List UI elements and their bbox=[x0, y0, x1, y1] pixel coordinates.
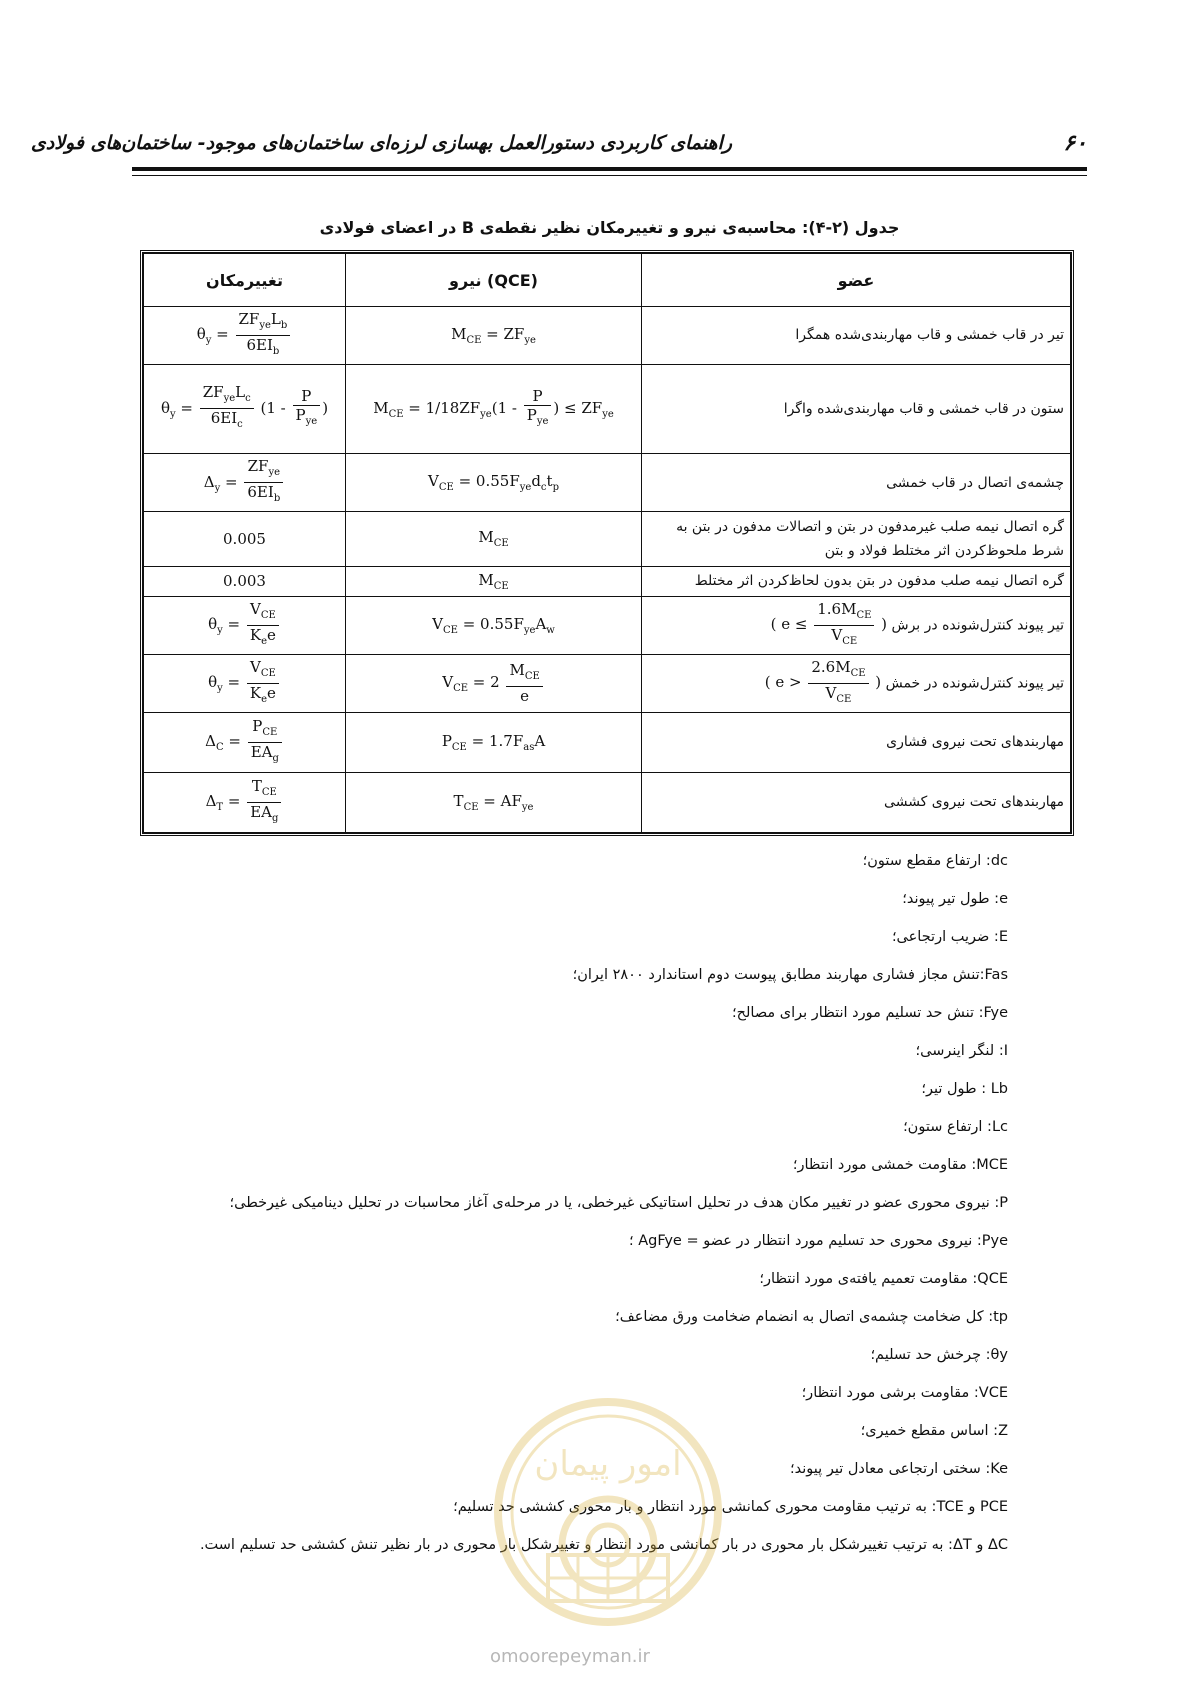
force-cell bbox=[346, 772, 642, 832]
definition-text: : لنگر اینرسی؛ bbox=[915, 1043, 1004, 1059]
page-number: ۶۰ bbox=[1063, 130, 1087, 156]
force-formula: $M_{CE} = 1/18ZF_{ye}(1$ - $\frac{P}{P_{ye}}$ ) ≤ $ZF_{ye}$ bbox=[373, 386, 614, 427]
deformation-formula: $\Delta_C$ = $\frac{P_{CE}}{EA_g}$ bbox=[205, 732, 284, 750]
member-cell bbox=[642, 654, 1071, 712]
definition-symbol: I bbox=[1003, 1043, 1008, 1059]
definition-item bbox=[150, 994, 1008, 1032]
table-row bbox=[144, 307, 1071, 365]
definition-text: : مقاومت تعمیم یافته‌ی مورد انتظار؛ bbox=[759, 1271, 978, 1287]
table-row bbox=[144, 654, 1071, 712]
definition-text: : کل ضخامت چشمه‌ی اتصال به انضمام ضخامت ورق مضاعف؛ bbox=[615, 1309, 994, 1325]
force-cell bbox=[346, 596, 642, 654]
member-cell: مهاربندهای تحت نیروی کششی bbox=[642, 772, 1071, 832]
member-cell: مهاربندهای تحت نیروی فشاری bbox=[642, 712, 1071, 772]
table-row bbox=[144, 364, 1071, 453]
definition-item bbox=[150, 1146, 1008, 1184]
definition-text: : به ترتیب مقاومت محوری کمانشی مورد انتظار و بار محوری کششی حد تسلیم؛ bbox=[453, 1499, 937, 1515]
definition-item bbox=[150, 880, 1008, 918]
member-text: تیر پیوند کنترل‌شونده در خمش bbox=[885, 675, 1064, 692]
definition-symbol: e bbox=[999, 891, 1008, 907]
running-title: راهنمای کاربردی دستورالعمل بهسازی لرزه‌ای ساختمان‌های موجود- ساختمان‌های فولادی bbox=[30, 132, 732, 154]
definition-symbol: tp bbox=[993, 1309, 1008, 1325]
force-header-text: نیرو (QCE) bbox=[449, 270, 538, 290]
force-cell bbox=[346, 307, 642, 365]
definition-symbol: Z bbox=[998, 1423, 1008, 1439]
member-cell bbox=[642, 596, 1071, 654]
force-formula: $M_{CE}$ bbox=[478, 570, 509, 592]
table-row bbox=[144, 454, 1071, 512]
definition-text: : مقاومت برشی مورد انتظار؛ bbox=[801, 1385, 979, 1401]
deformation-cell bbox=[144, 712, 346, 772]
definition-text: :تنش مجاز فشاری مهاربند مطابق پیوست دوم استاندارد ۲۸۰۰ ایران؛ bbox=[572, 967, 985, 983]
force-formula: $P_{CE} = 1.7F_{as}A$ bbox=[441, 731, 546, 753]
force-cell bbox=[346, 712, 642, 772]
table-header-row bbox=[144, 254, 1071, 307]
deformation-cell bbox=[144, 654, 346, 712]
definition-text: : ارتفاع مقطع ستون؛ bbox=[862, 853, 991, 869]
steel-members-table bbox=[140, 250, 1074, 836]
deformation-cell: 0.005 bbox=[144, 511, 346, 566]
deformation-formula: $\theta_y$ = $\frac{V_{CE}}{K_ee}$ bbox=[208, 615, 281, 633]
force-formula: $T_{CE} = AF_{ye}$ bbox=[453, 791, 534, 813]
force-cell bbox=[346, 654, 642, 712]
definition-symbol: Pye bbox=[981, 1233, 1008, 1249]
header-rule-thick bbox=[132, 167, 1087, 171]
deformation-cell bbox=[144, 454, 346, 512]
definition-text: : نیروی محوری عضو در تغییر مکان هدف در تحلیل استاتیکی غیرخطی، یا در مرحله‌ی آغاز محاسبات در تحلیل دینامیکی غیرخطی؛ bbox=[229, 1195, 1000, 1211]
table-row bbox=[144, 566, 1071, 596]
definition-symbol: VCE bbox=[978, 1385, 1008, 1401]
watermark-text: امور پیمان bbox=[534, 1444, 682, 1484]
member-cell: تیر در قاب خمشی و قاب مهاربندی‌شده همگرا bbox=[642, 307, 1071, 365]
definition-item bbox=[150, 1336, 1008, 1374]
table-row bbox=[144, 511, 1071, 566]
definition-symbol: ΔC و ΔT bbox=[952, 1537, 1008, 1553]
definition-text: : نیروی محوری حد تسلیم مورد انتظار در عضو = AgFye ؛ bbox=[629, 1233, 982, 1249]
definition-text: : مقاومت خمشی مورد انتظار؛ bbox=[792, 1157, 977, 1173]
definition-symbol: MCE bbox=[976, 1157, 1008, 1173]
definition-text: : به ترتیب تغییرشکل بار محوری در بار کمانشی مورد انتظار و تغییرشکل بار محوری در بار نظیر تنش کششی حد تسلیم است. bbox=[199, 1537, 953, 1553]
definition-item bbox=[150, 1070, 1008, 1108]
definition-symbol: PCE و TCE bbox=[936, 1499, 1008, 1515]
definition-symbol: θy bbox=[990, 1347, 1008, 1363]
definition-symbol: Lb bbox=[990, 1081, 1008, 1097]
member-condition: ( e > $\frac{2.6M_{CE}}{V_{CE}}$ ) bbox=[764, 657, 882, 705]
deformation-cell bbox=[144, 772, 346, 832]
column-header-member: عضو bbox=[642, 254, 1071, 307]
definition-text: : سختی ارتجاعی معادل تیر پیوند؛ bbox=[790, 1461, 991, 1477]
member-cell: ستون در قاب خمشی و قاب مهاربندی‌شده واگرا bbox=[642, 364, 1071, 453]
force-formula: $V_{CE} = 0.55F_{ye}d_ct_p$ bbox=[428, 472, 559, 493]
definition-text: : چرخش حد تسلیم؛ bbox=[870, 1347, 991, 1363]
force-formula: $V_{CE} = 0.55F_{ye}A_w$ bbox=[432, 614, 555, 636]
deformation-formula: $\theta_y$ = $\frac{V_{CE}}{K_ee}$ bbox=[208, 673, 281, 691]
definition-text: : ضریب ارتجاعی؛ bbox=[891, 929, 999, 945]
member-text: تیر پیوند کنترل‌شونده در برش bbox=[891, 617, 1064, 634]
table-grid bbox=[143, 253, 1071, 833]
force-formula: $M_{CE}$ bbox=[478, 528, 509, 550]
member-condition: ( e ≤ $\frac{1.6M_{CE}}{V_{CE}}$ ) bbox=[770, 599, 888, 647]
force-cell bbox=[346, 566, 642, 596]
definition-symbol: dc bbox=[990, 853, 1008, 869]
definition-text: : طول تیر پیوند؛ bbox=[902, 891, 1000, 907]
column-header-force bbox=[346, 254, 642, 307]
member-cell: چشمه‌ی اتصال در قاب خمشی bbox=[642, 454, 1071, 512]
definition-symbol: P bbox=[999, 1195, 1008, 1211]
force-cell bbox=[346, 454, 642, 512]
deformation-formula: $\theta_y$ = $\frac{ZF_{ye}L_b}{6EI_b}$ bbox=[197, 325, 293, 343]
watermark-seal-icon bbox=[488, 1395, 728, 1630]
definition-text: : طول تیر؛ bbox=[921, 1081, 991, 1097]
definition-item bbox=[150, 1222, 1008, 1260]
watermark-url: omoorepeyman.ir bbox=[490, 1646, 650, 1667]
table-caption: جدول (۲-۴): محاسبه‌ی نیرو و تغییرمکان نظیر نقطه‌ی B در اعضای فولادی bbox=[319, 218, 900, 237]
definition-item bbox=[150, 842, 1008, 880]
page-header bbox=[30, 126, 1087, 166]
definition-symbol: Fas bbox=[984, 967, 1008, 983]
deformation-formula: $\Delta_T$ = $\frac{T_{CE}}{EA_g}$ bbox=[206, 792, 284, 810]
definition-text: : ارتفاع ستون؛ bbox=[903, 1119, 992, 1135]
deformation-cell bbox=[144, 596, 346, 654]
table-row bbox=[144, 596, 1071, 654]
deformation-cell: 0.003 bbox=[144, 566, 346, 596]
member-cell: گره اتصال نیمه صلب غیرمدفون در بتن و اتصالات مدفون در بتن به شرط ملحوظ‌کردن اثر مختلط فولاد و بتن bbox=[642, 511, 1071, 566]
definition-item bbox=[150, 1298, 1008, 1336]
definition-item bbox=[150, 1108, 1008, 1146]
member-cell: گره اتصال نیمه صلب مدفون در بتن بدون لحاظ‌کردن اثر مختلط bbox=[642, 566, 1071, 596]
definition-text: : تنش حد تسلیم مورد انتظار برای مصالح؛ bbox=[732, 1005, 984, 1021]
definition-item bbox=[150, 1184, 1008, 1222]
definition-symbol: Lc bbox=[991, 1119, 1008, 1135]
definition-item bbox=[150, 1032, 1008, 1070]
table-row bbox=[144, 712, 1071, 772]
force-cell bbox=[346, 511, 642, 566]
definition-symbol: E bbox=[998, 929, 1008, 945]
definition-item bbox=[150, 918, 1008, 956]
definition-symbol: Ke bbox=[990, 1461, 1008, 1477]
force-formula: $M_{CE} = ZF_{ye}$ bbox=[451, 324, 536, 346]
definition-symbol: QCE bbox=[977, 1271, 1008, 1287]
table-row bbox=[144, 772, 1071, 832]
force-formula: $V_{CE} = 2$ $\frac{M_{CE}}{e}$ bbox=[442, 673, 545, 691]
header-rule-thin bbox=[132, 175, 1087, 176]
deformation-formula: $\theta_y$ = $\frac{ZF_{ye}L_c}{6EI_c}$ (1 - $\frac{P}{P_{ye}}$ ) bbox=[160, 383, 329, 431]
deformation-cell bbox=[144, 307, 346, 365]
force-cell bbox=[346, 364, 642, 453]
column-header-deformation: تغییرمکان bbox=[144, 254, 346, 307]
definition-symbol: Fye bbox=[983, 1005, 1008, 1021]
definition-item bbox=[150, 1260, 1008, 1298]
definition-text: : اساس مقطع خمیری؛ bbox=[860, 1423, 999, 1439]
definition-item bbox=[150, 956, 1008, 994]
deformation-formula: $\Delta_y$ = $\frac{ZF_{ye}}{6EI_b}$ bbox=[204, 473, 285, 491]
deformation-cell bbox=[144, 364, 346, 453]
